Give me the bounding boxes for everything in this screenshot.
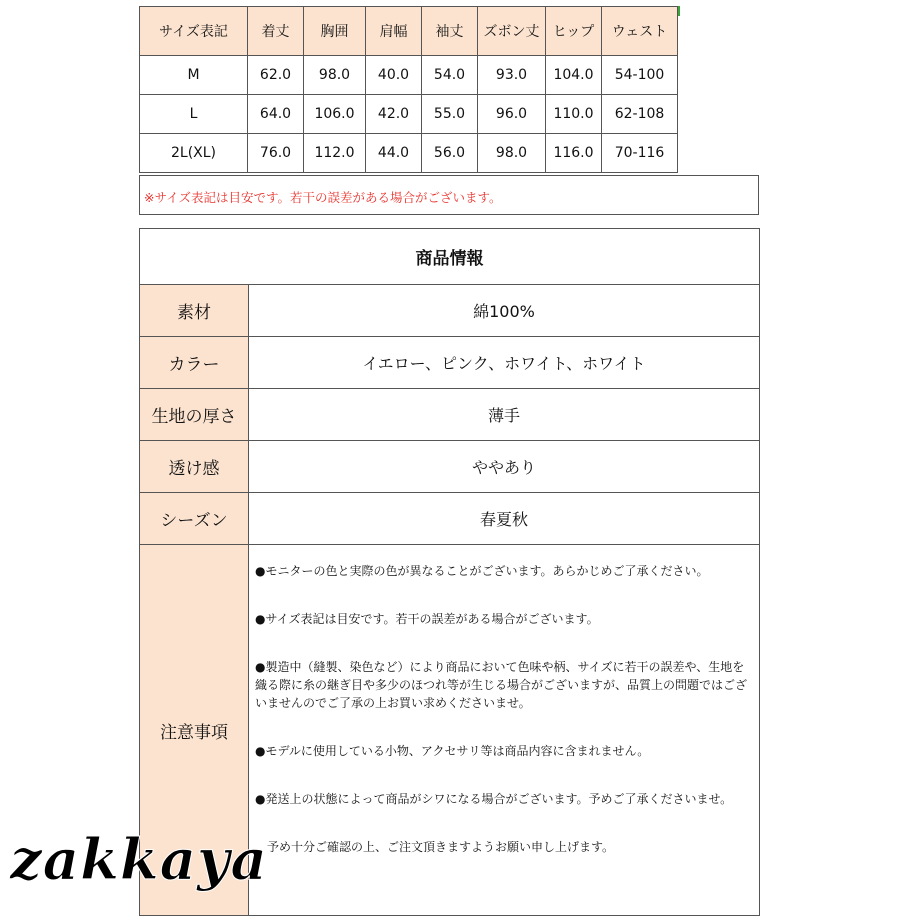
table-row [140,56,678,95]
size-table [139,6,678,173]
note-item: 予め十分ご確認の上、ご注文頂きますようお願い申し上げます。 [267,840,615,854]
note-item: ●発送上の状態によって商品がシワになる場合がございます。予めご了承くださいませ。 [255,792,733,806]
table-cell: 2L(XL) [140,134,248,173]
size-note-box [139,175,759,215]
table-cell: 54.0 [422,56,478,95]
table-cell: 110.0 [546,95,602,134]
size-note: ※サイズ表記は目安です。若干の誤差がある場合がございます。 [144,190,502,205]
note-item: ●モニターの色と実際の色が異なることがございます。あらかじめご了承ください。 [255,564,709,578]
header-cell: ヒップ [546,7,602,56]
info-value: 春夏秋 [249,493,760,545]
product-info-table [139,228,760,916]
table-cell: 56.0 [422,134,478,173]
table-cell: 116.0 [546,134,602,173]
table-cell: 98.0 [304,56,366,95]
table-cell: 96.0 [478,95,546,134]
table-row [140,134,678,173]
table-cell: 44.0 [366,134,422,173]
table-cell: 76.0 [248,134,304,173]
table-cell: 112.0 [304,134,366,173]
header-cell: 袖丈 [422,7,478,56]
table-cell: 54-100 [602,56,678,95]
table-cell: M [140,56,248,95]
table-cell: 62.0 [248,56,304,95]
table-row [140,337,760,389]
header-cell: 着丈 [248,7,304,56]
size-table-header [140,7,678,56]
header-cell: ズボン丈 [478,7,546,56]
note-item: ●サイズ表記は目安です。若干の誤差がある場合がございます。 [255,612,599,626]
table-row [140,441,760,493]
header-cell: ウェスト [602,7,678,56]
info-value: 薄手 [249,389,760,441]
info-label: 生地の厚さ [140,389,249,441]
table-row [140,493,760,545]
table-cell: 70-116 [602,134,678,173]
table-row [140,95,678,134]
info-label: カラー [140,337,249,389]
info-label: 素材 [140,285,249,337]
table-cell: 93.0 [478,56,546,95]
product-info-title: 商品情報 [140,229,760,285]
info-label: シーズン [140,493,249,545]
table-cell: 98.0 [478,134,546,173]
brand-logo: zakkaya [10,827,268,893]
notes-label: 注意事項 [140,545,249,916]
table-cell: L [140,95,248,134]
table-cell: 104.0 [546,56,602,95]
note-item: ●製造中（縫製、染色など）により商品において色味や柄、サイズに若干の誤差や、生地を織る際に糸の継ぎ目や多少のほつれ等が生じる場合がございますが、品質上の問題ではございませんのでご了承の上お買い求めくださいませ。 [255,660,748,710]
table-cell: 64.0 [248,95,304,134]
info-value: ややあり [249,441,760,493]
table-cell: 42.0 [366,95,422,134]
header-cell: 胸囲 [304,7,366,56]
info-value: 綿100% [249,285,760,337]
header-cell: サイズ表記 [140,7,248,56]
notes-list [249,545,760,916]
info-value: イエロー、ピンク、ホワイト、ホワイト [249,337,760,389]
info-label: 透け感 [140,441,249,493]
table-cell: 106.0 [304,95,366,134]
note-item: ●モデルに使用している小物、アクセサリ等は商品内容に含まれません。 [255,744,650,758]
table-row [140,389,760,441]
table-cell: 62-108 [602,95,678,134]
table-cell: 55.0 [422,95,478,134]
table-cell: 40.0 [366,56,422,95]
header-cell: 肩幅 [366,7,422,56]
table-row [140,285,760,337]
